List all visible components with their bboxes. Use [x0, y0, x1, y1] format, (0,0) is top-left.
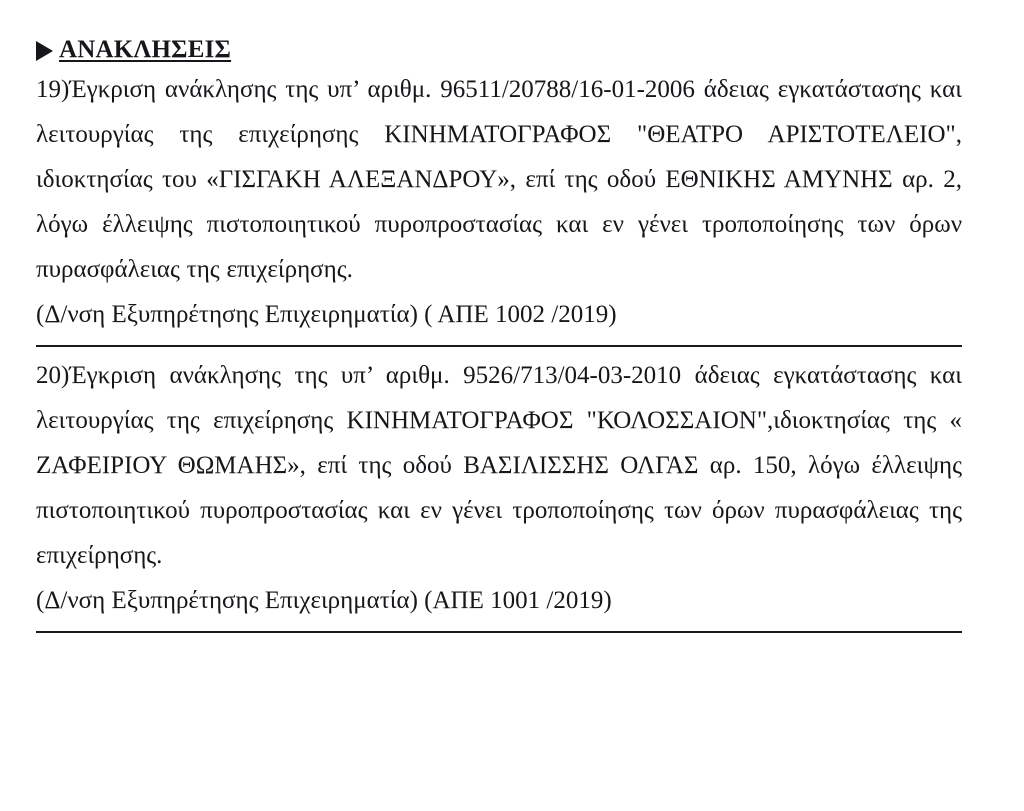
- entry-19: [36, 67, 962, 337]
- entry-19-body: 19)Έγκριση ανάκλησης της υπ’ αριθμ. 96511/20788/16-01-2006 άδειας εγκατάστασης και λειτουργίας της επιχείρησης ΚΙΝΗΜΑΤΟΓΡΑΦΟΣ "ΘΕΑΤΡΟ ΑΡΙΣΤΟΤΕΛΕΙΟ", ιδιοκτησίας του «ΓΙΣΓΑΚΗ ΑΛΕΞΑΝΔΡΟΥ», επί της οδού ΕΘΝΙΚΗΣ ΑΜΥΝΗΣ αρ. 2, λόγω έλλειψης πιστοποιητικού πυροπροστασίας και εν γένει τροποποίησης των όρων πυρασφάλειας της επιχείρησης.: [36, 75, 962, 283]
- entry-19-department-line: (Δ/νση Εξυπηρέτησης Επιχειρηματία) ( ΑΠΕ 1002 /2019): [36, 300, 617, 328]
- entry-divider-1: [36, 345, 962, 347]
- entry-divider-2: [36, 631, 962, 633]
- entry-20: [36, 353, 962, 623]
- entry-20-body: 20)Έγκριση ανάκλησης της υπ’ αριθμ. 9526/713/04-03-2010 άδειας εγκατάστασης και λειτουργίας της επιχείρησης ΚΙΝΗΜΑΤΟΓΡΑΦΟΣ "ΚΟΛΟΣΣΑΙΟΝ",ιδιοκτησίας της « ΖΑΦΕΙΡΙΟΥ ΘΩΜΑΗΣ», επί της οδού ΒΑΣΙΛΙΣΣΗΣ ΟΛΓΑΣ αρ. 150, λόγω έλλειψης πιστοποιητικού πυροπροστασίας και εν γένει τροποποίησης των όρων πυρασφάλειας της επιχείρησης.: [36, 361, 962, 569]
- section-heading-label: ΑΝΑΚΛΗΣΕΙΣ: [59, 36, 232, 63]
- section-heading: [36, 36, 962, 65]
- right-triangle-icon: [36, 41, 53, 61]
- entry-20-department-line: (Δ/νση Εξυπηρέτησης Επιχειρηματία) (ΑΠΕ 1001 /2019): [36, 586, 612, 614]
